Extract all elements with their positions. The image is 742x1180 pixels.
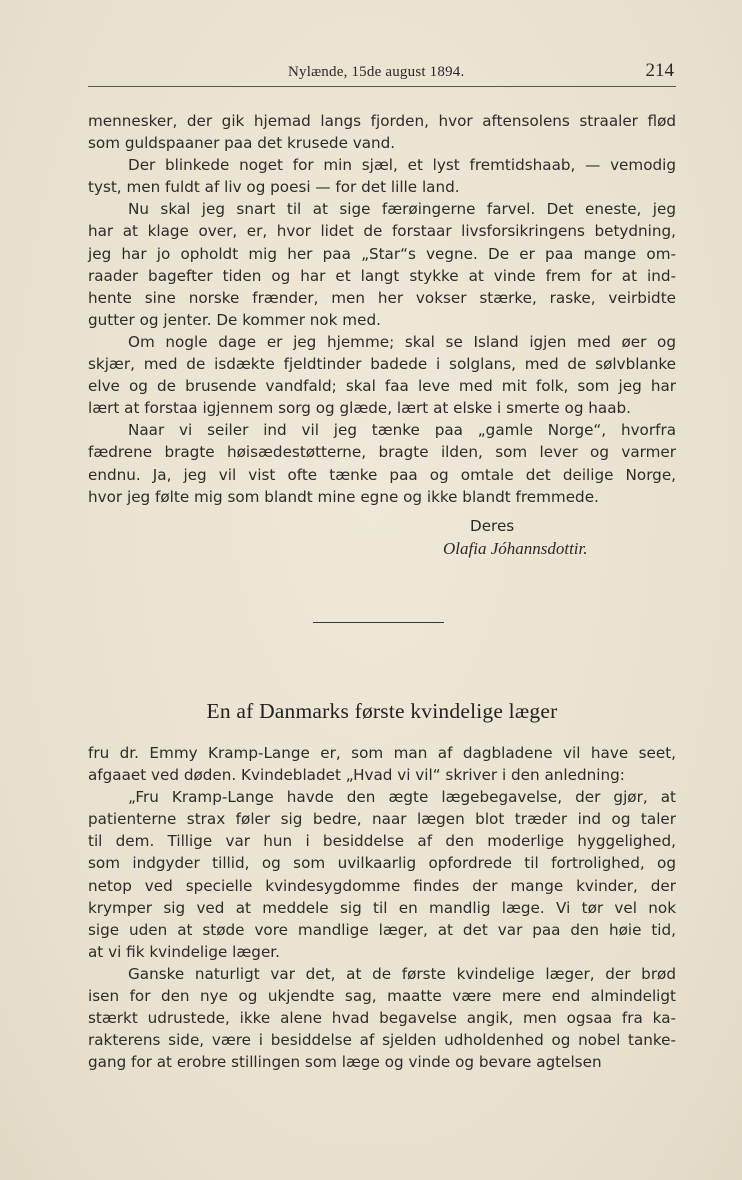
letter-text-line: elve og de brusende vandfald; skal faa leve med mit folk, som jeg har	[88, 377, 676, 396]
article-text-line: netop ved specielle kvindesygdomme findes der mange kvinder, der	[88, 876, 676, 895]
running-title: Nylænde, 15de august 1894.	[288, 64, 465, 80]
article-text-line: som indgyder tillid, og som uvilkaarlig opfordrede til fortrolighed, og	[88, 854, 676, 873]
letter-text-line: raader bagefter tiden og har et langt stykke at vinde frem for at ind-	[88, 266, 676, 285]
letter-text-line: Naar vi seiler ind vil jeg tænke paa „gamle Norge“, hvorfra	[128, 421, 676, 440]
article-text-line: til dem. Tillige var hun i besiddelse af den moderlige hyggelighed,	[88, 832, 676, 851]
article-text-line: sige uden at støde vore mandlige læger, at det var paa den høie tid,	[88, 920, 676, 939]
letter-body	[88, 110, 676, 508]
article-text-line: at vi fik kvindelige læger.	[88, 942, 280, 961]
page-number: 214	[645, 60, 674, 81]
article-text-line: „Fru Kramp-Lange havde den ægte lægebegavelse, der gjør, at	[128, 788, 676, 807]
article-text-line: patienterne strax føler sig bedre, naar lægen blot træder ind og taler	[88, 810, 676, 829]
article-text-line: fru dr. Emmy Kramp-Lange er, som man af dagbladene vil have seet,	[88, 744, 676, 762]
article-text-line: stærkt udrustede, ikke alene hvad begavelse angik, men ogsaa fra ka-	[88, 1009, 676, 1028]
article-text-line: gang for at erobre stillingen som læge og vinde og bevare agtelsen	[88, 1053, 602, 1072]
page-header	[88, 62, 676, 87]
article-text-line: afgaaet ved døden. Kvindebladet „Hvad vi vil“ skriver i den anledning:	[88, 766, 625, 785]
letter-text-line: mennesker, der gik hjemad langs fjorden, hvor aftensolens straaler flød	[88, 112, 676, 130]
letter-text-line: Om nogle dage er jeg hjemme; skal se Island igjen med øer og	[128, 332, 676, 351]
article-text-line: Ganske naturligt var det, at de første kvindelige læger, der brød	[128, 964, 676, 983]
signature: Olafia Jóhannsdottir.	[443, 539, 588, 558]
section-divider	[313, 622, 444, 623]
letter-text-line: lært at forstaa igjennem sorg og glæde, lært at elske i smerte og haab.	[88, 399, 631, 418]
letter-text-line: fædrene bragte høisædestøtterne, bragte ilden, som lever og varmer	[88, 443, 676, 462]
article-text-line: krymper sig ved at meddele sig til en mandlig læge. Vi tør vel nok	[88, 898, 676, 917]
article-title: En af Danmarks første kvindelige læger	[206, 699, 558, 723]
closing-word: Deres	[470, 517, 515, 535]
letter-text-line: hente sine norske frænder, men her vokser stærke, raske, veirbidte	[88, 288, 676, 307]
letter-text-line: gutter og jenter. De kommer nok med.	[88, 310, 381, 329]
letter-text-line: endnu. Ja, jeg vil vist ofte tænke paa og omtale det deilige Norge,	[88, 465, 676, 484]
letter-text-line: har at klage over, er, hvor lidet de forstaar livsforsikringens betydning,	[88, 222, 676, 241]
letter-text-line: skjær, med de isdækte fjeldtinder badede i solglans, med de sølvblanke	[88, 355, 676, 374]
letter-text-line: Der blinkede noget for min sjæl, et lyst fremtidshaab, — vemodig	[128, 156, 676, 175]
letter-text-line: Nu skal jeg snart til at sige færøingerne farvel. Det eneste, jeg	[128, 200, 676, 219]
article-text-line: isen for den nye og ukjendte sag, maatte være mere end almindeligt	[88, 987, 676, 1006]
article-body	[88, 742, 676, 1073]
letter-text-line: jeg har jo opholdt mig her paa „Star“s vegne. De er paa mange om-	[88, 244, 676, 263]
letter-text-line: hvor jeg følte mig som blandt mine egne og ikke blandt fremmede.	[88, 487, 599, 506]
letter-text-line: tyst, men fuldt af liv og poesi — for det lille land.	[88, 178, 460, 197]
letter-text-line: som guldspaaner paa det krusede vand.	[88, 134, 396, 153]
article-text-line: rakterens side, være i besiddelse af sjelden udholdenhed og nobel tanke-	[88, 1031, 676, 1050]
